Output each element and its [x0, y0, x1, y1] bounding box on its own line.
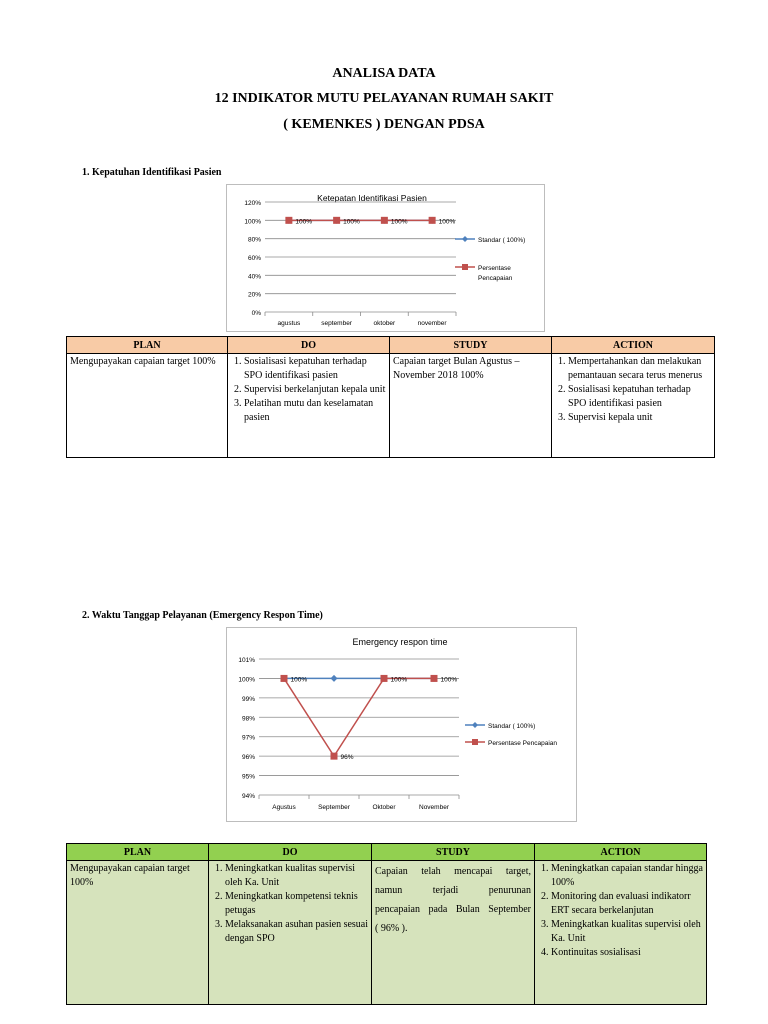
legend-label: Standar ( 100%) — [478, 237, 526, 244]
study-line: namun terjadi penurunan — [375, 885, 531, 896]
x-tick-label: Agustus — [272, 804, 296, 811]
action-item: 3. Supervisi kepala unit — [568, 411, 711, 425]
y-tick-label: 98% — [241, 715, 255, 723]
do-item: 3. Melaksanakan asuhan pasien sesuai dengan SPO — [225, 918, 368, 946]
header-action: ACTION — [535, 844, 707, 861]
x-tick-label: Oktober — [372, 804, 396, 811]
x-tick-label: september — [321, 320, 352, 327]
pdsa-table-2 — [66, 843, 707, 1005]
header-do: DO — [228, 337, 390, 354]
x-tick-label: agustus — [277, 320, 301, 327]
series-point-persentase-pencapaian — [431, 675, 438, 682]
do-cell — [209, 861, 372, 1005]
do-list — [212, 862, 368, 946]
action-cell — [535, 861, 707, 1005]
study-line: Capaian telah mencapai target, — [375, 866, 531, 877]
legend-label: Persentase — [478, 265, 511, 272]
chart-title: Ketepatan Identifikasi Pasien — [317, 193, 427, 203]
x-tick-label: September — [318, 804, 350, 811]
action-item: 1. Meningkatkan capaian standar hingga 100% — [551, 862, 703, 890]
do-cell — [228, 354, 390, 458]
data-label: 100% — [290, 676, 308, 684]
y-tick-label: 94% — [241, 793, 255, 800]
series-point-persentase-pencapaian — [333, 217, 340, 224]
study-line: pencapaian pada Bulan September — [375, 904, 531, 915]
y-tick-label: 99% — [241, 695, 255, 703]
chart1-svg — [227, 185, 544, 331]
doc-title-line1: ANALISA DATA — [332, 66, 436, 81]
action-item: 2. Monitoring dan evaluasi indikatorr ERT secara berkelanjutan — [551, 890, 703, 918]
x-tick-label: oktober — [373, 320, 396, 327]
study-cell — [372, 861, 535, 1005]
section1-heading: 1. Kepatuhan Identifikasi Pasien — [82, 167, 222, 178]
series-point-persentase-pencapaian — [381, 675, 388, 682]
chart-ketepatan-identifikasi — [226, 184, 545, 332]
series-point-standar-100- — [331, 675, 338, 682]
chart-emergency-respon-time — [226, 627, 577, 822]
do-item: 3. Pelatihan mutu dan keselamatan pasien — [244, 397, 386, 425]
study-line: ( 96% ). — [375, 923, 408, 934]
y-tick-label: 95% — [241, 773, 255, 781]
y-tick-label: 101% — [238, 657, 255, 664]
data-label: 100% — [295, 218, 312, 226]
do-item: 2. Supervisi berkelanjutan kepala unit — [244, 383, 386, 397]
pdsa-table-2-header — [67, 844, 707, 861]
header-do: DO — [209, 844, 372, 861]
header-plan: PLAN — [67, 337, 228, 354]
do-list — [231, 355, 386, 425]
doc-title-line3: ( KEMENKES ) DENGAN PDSA — [283, 117, 485, 132]
y-tick-label: 96% — [241, 754, 255, 762]
y-tick-label: 20% — [247, 291, 261, 299]
action-item: 1. Mempertahankan dan melakukan pemantauan secara terus menerus — [568, 355, 711, 383]
action-list — [538, 862, 703, 960]
section2-heading: 2. Waktu Tanggap Pelayanan (Emergency Respon Time) — [82, 610, 323, 621]
data-label: 100% — [390, 676, 408, 684]
data-label: 100% — [390, 218, 408, 226]
do-item: 1. Meningkatkan kualitas supervisi oleh Ka. Unit — [225, 862, 368, 890]
legend-marker — [462, 236, 468, 242]
do-item: 1. Sosialisasi kepatuhan terhadap SPO identifikasi pasien — [244, 355, 386, 383]
chart2-svg — [227, 628, 576, 821]
legend-marker — [472, 722, 478, 728]
header-study: STUDY — [390, 337, 552, 354]
legend-label: Standar ( 100%) — [488, 723, 536, 730]
data-label: 96% — [340, 754, 354, 762]
legend-marker — [462, 264, 468, 270]
legend-label: Persentase Pencapaian — [488, 740, 558, 747]
action-item: 4. Kontinuitas sosialisasi — [551, 946, 703, 960]
action-list — [555, 355, 711, 425]
series-point-persentase-pencapaian — [285, 217, 292, 224]
study-cell: Capaian target Bulan Agustus – November 2018 100% — [390, 354, 552, 458]
series-point-persentase-pencapaian — [381, 217, 388, 224]
data-label: 100% — [440, 676, 458, 684]
plan-cell: Mengupayakan capaian target 100% — [67, 861, 209, 1005]
data-label: 100% — [438, 218, 456, 226]
series-point-persentase-pencapaian — [331, 753, 338, 760]
chart-title: Emergency respon time — [352, 637, 448, 647]
pdsa-table-1-header — [67, 337, 715, 354]
series-point-persentase-pencapaian — [429, 217, 436, 224]
pdsa-table-1-row — [67, 354, 715, 458]
y-tick-label: 97% — [241, 734, 255, 742]
data-label: 100% — [343, 218, 360, 226]
y-tick-label: 100% — [244, 218, 261, 226]
doc-title-line2: 12 INDIKATOR MUTU PELAYANAN RUMAH SAKIT — [214, 91, 554, 106]
series-point-persentase-pencapaian — [281, 675, 288, 682]
header-plan: PLAN — [67, 844, 209, 861]
action-cell — [552, 354, 715, 458]
do-item: 2. Meningkatkan kompetensi teknis petugas — [225, 890, 368, 918]
y-tick-label: 80% — [247, 236, 261, 244]
legend-label: Pencapaian — [478, 275, 513, 282]
y-tick-label: 120% — [244, 200, 261, 207]
x-tick-label: november — [417, 320, 447, 327]
x-tick-label: November — [419, 804, 449, 811]
y-tick-label: 40% — [247, 273, 261, 281]
y-tick-label: 0% — [251, 310, 261, 317]
header-study: STUDY — [372, 844, 535, 861]
plan-cell: Mengupayakan capaian target 100% — [67, 354, 228, 458]
pdsa-table-2-row — [67, 861, 707, 1005]
y-tick-label: 60% — [247, 255, 261, 262]
y-tick-label: 100% — [238, 676, 255, 684]
legend-marker — [472, 739, 478, 745]
action-item: 2. Sosialisasi kepatuhan terhadap SPO identifikasi pasien — [568, 383, 711, 411]
header-action: ACTION — [552, 337, 715, 354]
action-item: 3. Meningkatkan kualitas supervisi oleh Ka. Unit — [551, 918, 703, 946]
pdsa-table-1 — [66, 336, 715, 458]
